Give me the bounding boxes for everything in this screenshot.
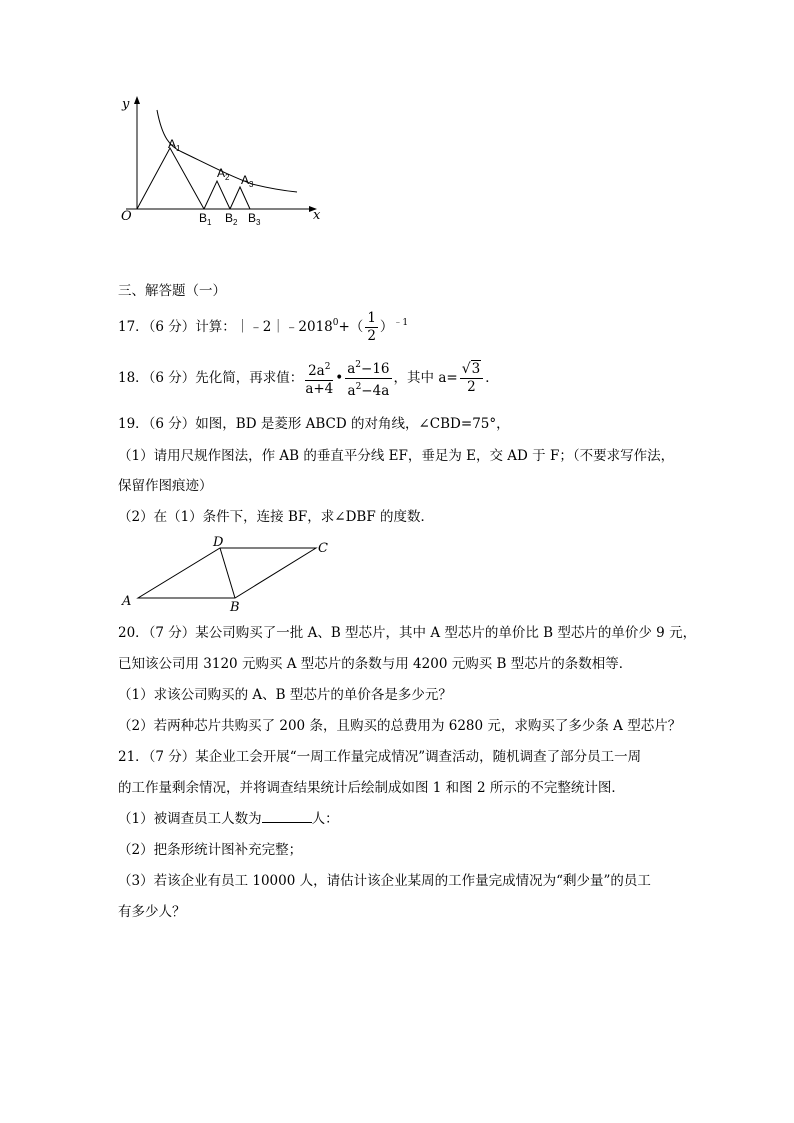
label-A3: $A_3$: [241, 173, 254, 189]
axis-y-label: y: [122, 97, 130, 112]
label-B3: $B_3$: [248, 211, 261, 227]
q19-part1-line2: 保留作图痕迹）: [118, 478, 213, 494]
q18-val-den: 2: [467, 379, 476, 395]
rhombus-figure: [118, 535, 338, 615]
triangle-1: [137, 148, 204, 209]
q18-fraction-1: [305, 359, 333, 398]
hyperbola-triangle-figure: [112, 92, 332, 232]
q21-part1: [118, 809, 339, 829]
q20-stem-line2: 已知该公司用 3120 元购买 A 型芯片的条数与用 4200 元购买 B 型芯片的条数相等．: [118, 656, 633, 672]
question-18: [118, 357, 499, 400]
q21-part3-line1: （3）若该企业有员工 10000 人，请估计该企业某周的工作量完成情况为“剩少量”的员工: [118, 873, 651, 889]
triangle-2: [204, 181, 230, 209]
q18-f2-num-exp: 2: [355, 360, 362, 370]
q17-den: 2: [367, 328, 376, 344]
triangle-3: [230, 187, 250, 209]
q17-abs: ｜﹣2｜﹣2018: [235, 319, 333, 335]
diagonal-BD: [220, 548, 235, 598]
q21-p1-post: 人：: [311, 811, 339, 827]
sqrt-sign: √: [461, 361, 471, 377]
q20-part1: （1）求该公司购买的 A、B 型芯片的单价各是多少元？: [118, 687, 452, 703]
q17-prefix: 17．（6 分）计算：: [118, 319, 236, 335]
q21-part2: （2）把条形统计图补充完整；: [118, 842, 303, 858]
q18-value-fraction: [460, 361, 484, 396]
label-B2: $B_2$: [225, 211, 238, 227]
label-C: C: [318, 541, 328, 556]
q17-exp: ﹣1: [393, 318, 409, 328]
q18-f1-den: a+4: [305, 381, 334, 397]
label-B1: $B_1$: [199, 211, 212, 227]
q18-sqrt-value: 3: [471, 361, 481, 377]
q21-p1-pre: （1）被调查员工人数为: [118, 811, 262, 827]
q18-fraction-2: [345, 357, 391, 400]
q18-dot: •: [335, 370, 344, 386]
q17-fraction: [365, 310, 378, 345]
q18-f2-den-exp: 2: [355, 382, 362, 392]
q21-stem-line1: 21．（7 分）某企业工会开展“一周工作量完成情况”调查活动，随机调查了部分员工一周: [118, 749, 642, 765]
q18-end: ．: [485, 370, 499, 386]
q19-stem: 19．（6 分）如图，BD 是菱形 ABCD 的对角线，∠CBD=75°，: [118, 416, 510, 432]
q18-mid: ，其中 a=: [393, 370, 458, 386]
y-axis-arrow: [134, 96, 140, 104]
q18-f2-den: a: [347, 383, 356, 399]
q18-f2-num: a: [347, 361, 356, 377]
axis-x-label: x: [313, 208, 321, 223]
q17-num: 1: [367, 310, 376, 326]
question-17: [118, 310, 408, 345]
q21-part3-line2: 有多少人？: [118, 904, 186, 920]
q18-f2-den-rest: −4a: [361, 383, 390, 399]
q18-f2-num-rest: −16: [361, 361, 390, 377]
label-A: A: [122, 594, 132, 609]
answer-blank[interactable]: [262, 810, 312, 823]
q17-plus: +（: [338, 319, 364, 335]
q21-stem-line2: 的工作量剩余情况，并将调查结果统计后绘制成如图 1 和图 2 所示的不完整统计图．: [118, 780, 625, 796]
section-title: 三、解答题（一）: [118, 283, 226, 299]
q19-part1-line1: （1）请用尺规作图法，作 AB 的垂直平分线 EF，垂足为 E，交 AD 于 F；（不要求写作法，: [118, 448, 675, 464]
q20-stem-line1: 20．（7 分）某公司购买了一批 A、B 型芯片，其中 A 型芯片的单价比 B 型芯片的单价少 9 元，: [118, 625, 697, 641]
q20-part2: （2）若两种芯片共购买了 200 条，且购买的总费用为 6280 元，求购买了多少条 A 型芯片？: [118, 718, 682, 734]
label-D: D: [213, 535, 224, 550]
label-A2: $A_2$: [217, 166, 230, 182]
q18-f1-num: 2a: [308, 363, 325, 379]
q17-exp0: 0: [332, 318, 339, 328]
q17-close: ）: [379, 319, 394, 335]
origin-label: O: [121, 209, 132, 224]
q18-f1-num-exp: 2: [324, 362, 331, 372]
label-A1: $A_1$: [168, 137, 181, 153]
q18-prefix: 18．（6 分）先化简，再求值：: [118, 370, 304, 386]
q19-part2: （2）在（1）条件下，连接 BF，求∠DBF 的度数．: [118, 509, 434, 525]
label-B: B: [230, 600, 240, 615]
